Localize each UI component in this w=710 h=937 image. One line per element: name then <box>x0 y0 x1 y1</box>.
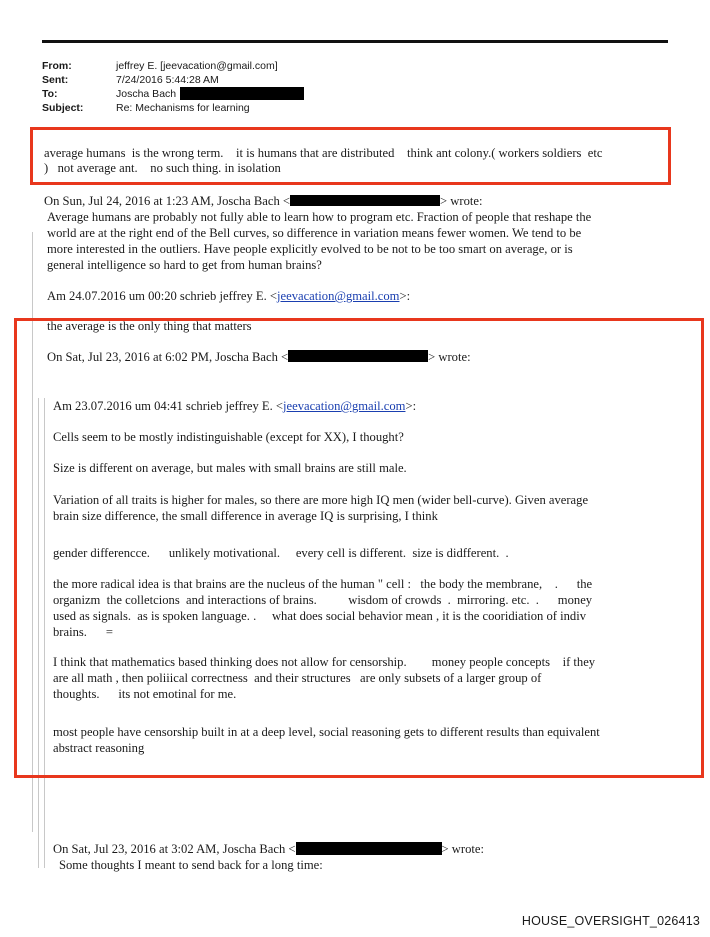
msg-am23-p5-line-1: the more radical idea is that brains are the nucleus of the human " cell : the body the membrane, . the <box>53 577 593 591</box>
subject-label: Subject: <box>42 102 84 114</box>
redaction-jul23-602-email <box>288 350 428 362</box>
msg-am23-p3-line-1: Variation of all traits is higher for males, so there are more high IQ men (wider bell-curve). Given average <box>53 493 589 507</box>
attribution-jul23-602: On Sat, Jul 23, 2016 at 6:02 PM, Joscha Bach < > wrote: <box>47 350 471 364</box>
from-label: From: <box>42 60 72 72</box>
msg-am23-p3-line-2: brain size difference, the small difference in average IQ is surprising, I think <box>53 509 438 523</box>
msg-am23-p7-line-2: abstract reasoning <box>53 741 145 755</box>
msg-am23-p1: Cells seem to be mostly indistinguishable (except for XX), I thought? <box>53 430 404 444</box>
redaction-jul23-302-email <box>296 842 442 855</box>
attribution-jul23-302: On Sat, Jul 23, 2016 at 3:02 AM, Joscha Bach < > wrote: <box>53 842 484 856</box>
msg-jul24-line-3: more interested in the outliers. Have people explicitly evolved to be not to be too smart on average, or is <box>47 242 573 256</box>
email-link-am24[interactable]: jeevacation@gmail.com <box>277 289 400 303</box>
attribution-am23: Am 23.07.2016 um 04:41 schrieb jeffrey E. <jeevacation@gmail.com>: <box>53 399 417 413</box>
reply-top-line-2: ) not average ant. no such thing. in isolation <box>44 161 281 175</box>
msg-am23-p4: gender differencce. unlikely motivational. every cell is different. size is didfferent. . <box>53 546 509 560</box>
to-value: Joscha Bach <box>116 88 177 100</box>
bates-number: HOUSE_OVERSIGHT_026413 <box>521 914 700 928</box>
msg-jul24-line-1: Average humans are probably not fully able to learn how to program etc. Fraction of people that reshape the <box>47 210 592 224</box>
msg-am23-p6-line-3: thoughts. its not emotinal for me. <box>53 687 237 701</box>
msg-jul23-302-body: Some thoughts I meant to send back for a long time: <box>59 858 323 872</box>
msg-am23-p6-line-2: are all math , then poliiical correctness and their structures are only subsets of a larger group of <box>53 671 542 685</box>
subject-value: Re: Mechanisms for learning <box>116 102 250 114</box>
msg-am24-body: the average is the only thing that matters <box>47 319 252 333</box>
msg-am23-p7-line-1: most people have censorship built in at a deep level, social reasoning gets to different results than equivalent <box>53 725 600 739</box>
msg-am23-p6-line-1: I think that mathematics based thinking does not allow for censorship. money people concepts if they <box>53 655 596 669</box>
msg-am23-p5-line-3: used as signals. as is spoken language. . what does social behavior mean , it is the cooridiation of indiv <box>53 609 587 623</box>
to-label: To: <box>42 88 58 100</box>
redaction-jul24-email <box>290 195 440 206</box>
header-rule <box>42 40 668 43</box>
msg-am23-p5-line-2: organizm the colletcions and interactions of brains. wisdom of crowds . mirroring. etc. . money <box>53 593 593 607</box>
sent-label: Sent: <box>42 74 69 86</box>
email-link-am23[interactable]: jeevacation@gmail.com <box>283 399 406 413</box>
from-value: jeffrey E. [jeevacation@gmail.com] <box>116 60 278 72</box>
msg-am23-p2: Size is different on average, but males with small brains are still male. <box>53 461 407 475</box>
msg-jul24-line-2: world are at the right end of the Bell curves, so difference in variation means fewer women. We tend to be <box>47 226 582 240</box>
attribution-am24: Am 24.07.2016 um 00:20 schrieb jeffrey E. <jeevacation@gmail.com>: <box>47 289 411 303</box>
attribution-jul24: On Sun, Jul 24, 2016 at 1:23 AM, Joscha Bach < > wrote: <box>44 194 483 208</box>
msg-am23-p5-line-4: brains. = <box>53 625 113 639</box>
sent-value: 7/24/2016 5:44:28 AM <box>116 74 219 86</box>
redaction-to <box>180 87 304 100</box>
msg-jul24-line-4: general intelligence so hard to get from human brains? <box>47 258 322 272</box>
reply-top-line-1: average humans is the wrong term. it is humans that are distributed think ant colony.( workers soldiers etc <box>44 146 603 160</box>
